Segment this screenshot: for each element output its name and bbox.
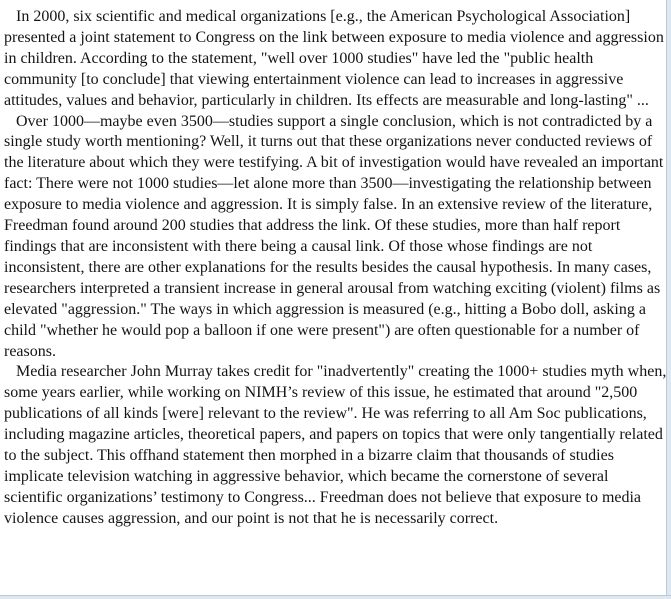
document-body: [4, 7, 667, 530]
paragraph-murray-myth: Media researcher John Murray takes credit for "inadvertently" creating the 1000+ studies myth when, some years earlier, while working on NIMH’s review of this issue, he estimated that around "2,500 publications of all kinds [were] relevant to the review". He was referring to all Am Soc publications, including magazine articles, theoretical papers, and papers on topics that were only tangentially related to the subject. This offhand statement then morphed in a bizarre claim that thousands of studies implicate television watching in aggressive behavior, which became the cornerstone of several scientific organizations’ testimony to Congress... Freedman does not believe that exposure to media violence causes aggression, and our point is not that he is necessarily correct.: [4, 363, 667, 527]
paragraph-joint-statement: In 2000, six scientific and medical organizations [e.g., the American Psychological Association] presented a joint statement to Congress on the link between exposure to media violence and aggression in children. According to the statement, "well over 1000 studies" have led the "public health community [to conclude] that viewing entertainment violence can lead to increases in aggressive attitudes, values and behavior, particularly in children. Its effects are measurable and long-lasting" ...: [4, 8, 664, 109]
paragraph-study-count: Over 1000—maybe even 3500—studies support a single conclusion, which is not contradicted by a single study worth mentioning? Well, it turns out that these organizations never conducted reviews of the literature about which they were testifying. A bit of investigation would have revealed an important fact: There were not 1000 studies—let alone more than 3500—investigating the relationship between exposure to media violence and aggression. It is simply false. In an extensive review of the literature, Freedman found around 200 studies that address the link. Of these studies, more than half report findings that are inconsistent with there being a causal link. Of those whose findings are not inconsistent, there are other explanations for the results besides the causal hypothesis. In many cases, researchers interpreted a transient increase in general arousal from watching exciting (violent) films as elevated "aggression." The ways in which aggression is measured (e.g., hitting a Bobo doll, asking a child "whether he would pop a balloon if one were present") are often questionable for a number of reasons.: [4, 112, 664, 360]
window-right-border: [666, 0, 671, 599]
window-bottom-border: [0, 595, 671, 599]
